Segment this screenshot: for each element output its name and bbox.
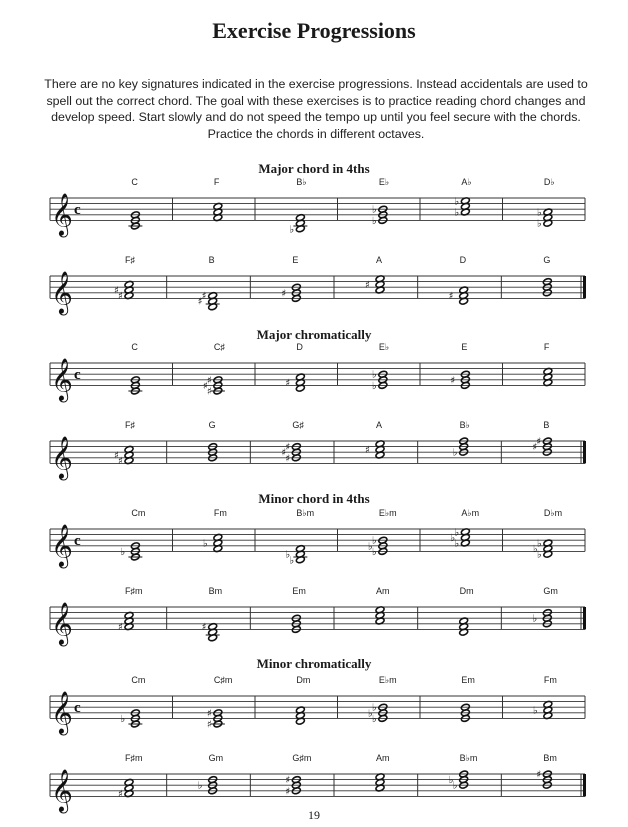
flat-icon: ♭	[536, 218, 542, 230]
chord-label: F♯	[125, 420, 136, 430]
sharp-icon: ♯	[281, 447, 287, 459]
sharp-icon: ♯	[114, 285, 119, 297]
flat-icon: ♭	[448, 775, 454, 787]
chord-label: Gm	[543, 586, 558, 596]
flat-icon: ♭	[202, 538, 208, 550]
flat-icon: ♭	[532, 613, 538, 625]
chord-label: D	[459, 255, 467, 265]
intro-paragraph: There are no key signatures indicated in the exercise progressions. Instead accidentals are used to spell out the correct chord. The goal with these exercises is to practice reading chord changes and develop speed. Start slowly and do not speed the tempo up until you feel secure with the chords. Practice the chords in different octaves.	[44, 77, 588, 141]
chord-label: Em	[461, 675, 475, 685]
section-title: Major chord in 4ths	[258, 161, 370, 176]
chord-label: Bm	[208, 586, 223, 596]
flat-icon: ♭	[450, 532, 456, 544]
flat-icon: ♭	[536, 538, 542, 550]
chord-label: F♯m	[125, 753, 143, 763]
treble-clef-icon: 𝄞	[51, 690, 73, 734]
chord-label: Fm	[543, 675, 557, 685]
chord-label: Cm	[131, 675, 146, 685]
sharp-icon: ♯	[365, 444, 370, 456]
sharp-icon: ♯	[201, 622, 207, 634]
sharp-icon: ♯	[118, 456, 123, 468]
chord-label: B♭	[459, 420, 470, 430]
flat-icon: ♭	[532, 544, 538, 556]
sharp-icon: ♯	[197, 296, 203, 308]
chord-label: B	[208, 255, 215, 265]
section-title: Minor chord in 4ths	[258, 491, 370, 506]
sharp-icon: ♯	[285, 775, 291, 787]
sharp-icon: ♯	[202, 380, 208, 392]
flat-icon: ♭	[454, 207, 460, 219]
treble-clef-icon: 𝄞	[51, 523, 73, 567]
time-signature: c	[74, 533, 81, 550]
chord-label: E	[292, 255, 299, 265]
chord-label: B♭m	[459, 753, 478, 763]
treble-clef-icon: 𝄞	[51, 357, 73, 401]
page-number: 19	[308, 808, 320, 822]
sharp-icon: ♯	[281, 288, 287, 300]
sharp-icon: ♯	[114, 450, 119, 462]
chord-label: E♭	[378, 342, 390, 352]
chord-label: D♭	[543, 177, 555, 187]
flat-icon: ♭	[371, 546, 377, 558]
flat-icon: ♭	[120, 546, 126, 558]
chord-label: C	[131, 177, 138, 187]
chord-label: E♭m	[378, 508, 397, 518]
treble-clef-icon: 𝄞	[51, 435, 73, 479]
sharp-icon: ♯	[206, 386, 212, 398]
chord-label: G♯m	[292, 753, 312, 763]
flat-icon: ♭	[454, 538, 460, 550]
flat-icon: ♭	[452, 447, 458, 459]
sharp-icon: ♯	[536, 769, 542, 781]
chord-label: Cm	[131, 508, 146, 518]
chord-label: F♯m	[125, 586, 143, 596]
chord-label: G♯	[292, 420, 304, 430]
chord-label: Dm	[296, 675, 311, 685]
chord-label: B♭m	[296, 508, 315, 518]
chord-label: Dm	[459, 586, 474, 596]
sharp-icon: ♯	[206, 708, 212, 720]
chord-label: Em	[292, 586, 306, 596]
sharp-icon: ♯	[536, 436, 542, 448]
chord-label: F♯	[125, 255, 136, 265]
sharp-icon: ♯	[285, 786, 291, 798]
chord-label: Am	[376, 586, 390, 596]
flat-icon: ♭	[452, 780, 458, 792]
sharp-icon: ♯	[450, 375, 456, 387]
sharp-icon: ♯	[118, 622, 123, 634]
flat-icon: ♭	[289, 555, 295, 567]
sharp-icon: ♯	[285, 378, 291, 390]
flat-icon: ♭	[454, 196, 460, 208]
flat-icon: ♭	[371, 215, 377, 227]
flat-icon: ♭	[120, 713, 126, 725]
flat-icon: ♭	[289, 224, 295, 236]
chord-label: B	[543, 420, 550, 430]
chord-label: G	[543, 255, 551, 265]
flat-icon: ♭	[367, 708, 373, 720]
chord-label: Fm	[213, 508, 227, 518]
chord-label: C♯m	[213, 675, 233, 685]
treble-clef-icon: 𝄞	[51, 192, 73, 236]
flat-icon: ♭	[371, 369, 377, 381]
treble-clef-icon: 𝄞	[51, 768, 73, 812]
chord-label: C♯	[213, 342, 225, 352]
chord-label: F	[543, 342, 550, 352]
flat-icon: ♭	[285, 549, 291, 561]
chord-label: A	[376, 420, 383, 430]
flat-icon: ♭	[371, 535, 377, 547]
flat-icon: ♭	[197, 780, 203, 792]
sharp-icon: ♯	[206, 719, 212, 731]
chord-label: Am	[376, 753, 390, 763]
time-signature: c	[74, 700, 81, 717]
page-title: Exercise Progressions	[212, 18, 416, 43]
chord-label: E♭	[378, 177, 390, 187]
section-title: Major chromatically	[256, 327, 372, 342]
flat-icon: ♭	[454, 527, 460, 539]
sharp-icon: ♯	[118, 789, 123, 801]
chord-label: G	[208, 420, 216, 430]
chord-label: D♭m	[543, 508, 563, 518]
sharp-icon: ♯	[365, 279, 370, 291]
chord-label: Gm	[208, 753, 224, 763]
chord-label: E♭m	[378, 675, 397, 685]
section-title: Minor chromatically	[256, 656, 372, 671]
chord-label: D	[296, 342, 303, 352]
sharp-icon: ♯	[285, 442, 291, 454]
chord-label: C	[131, 342, 138, 352]
flat-icon: ♭	[367, 541, 373, 553]
chord-label: A♭	[461, 177, 472, 187]
treble-clef-icon: 𝄞	[51, 601, 73, 645]
flat-icon: ♭	[371, 702, 377, 714]
chord-label: F	[213, 177, 220, 187]
sharp-icon: ♯	[532, 442, 538, 454]
chord-label: A	[376, 255, 383, 265]
chord-label: A♭m	[461, 508, 480, 518]
sharp-icon: ♯	[285, 453, 291, 465]
flat-icon: ♭	[371, 204, 377, 216]
chord-label: E	[461, 342, 468, 352]
time-signature: c	[74, 202, 81, 219]
sharp-icon: ♯	[448, 291, 454, 303]
time-signature: c	[74, 367, 81, 384]
chord-label: B♭	[296, 177, 307, 187]
flat-icon: ♭	[371, 713, 377, 725]
sharp-icon: ♯	[201, 291, 207, 303]
treble-clef-icon: 𝄞	[51, 270, 73, 314]
flat-icon: ♭	[371, 380, 377, 392]
chord-label: Bm	[543, 753, 557, 763]
sharp-icon: ♯	[206, 375, 212, 387]
flat-icon: ♭	[536, 549, 542, 561]
sharp-icon: ♯	[118, 291, 123, 303]
flat-icon: ♭	[532, 705, 538, 717]
flat-icon: ♭	[536, 207, 542, 219]
